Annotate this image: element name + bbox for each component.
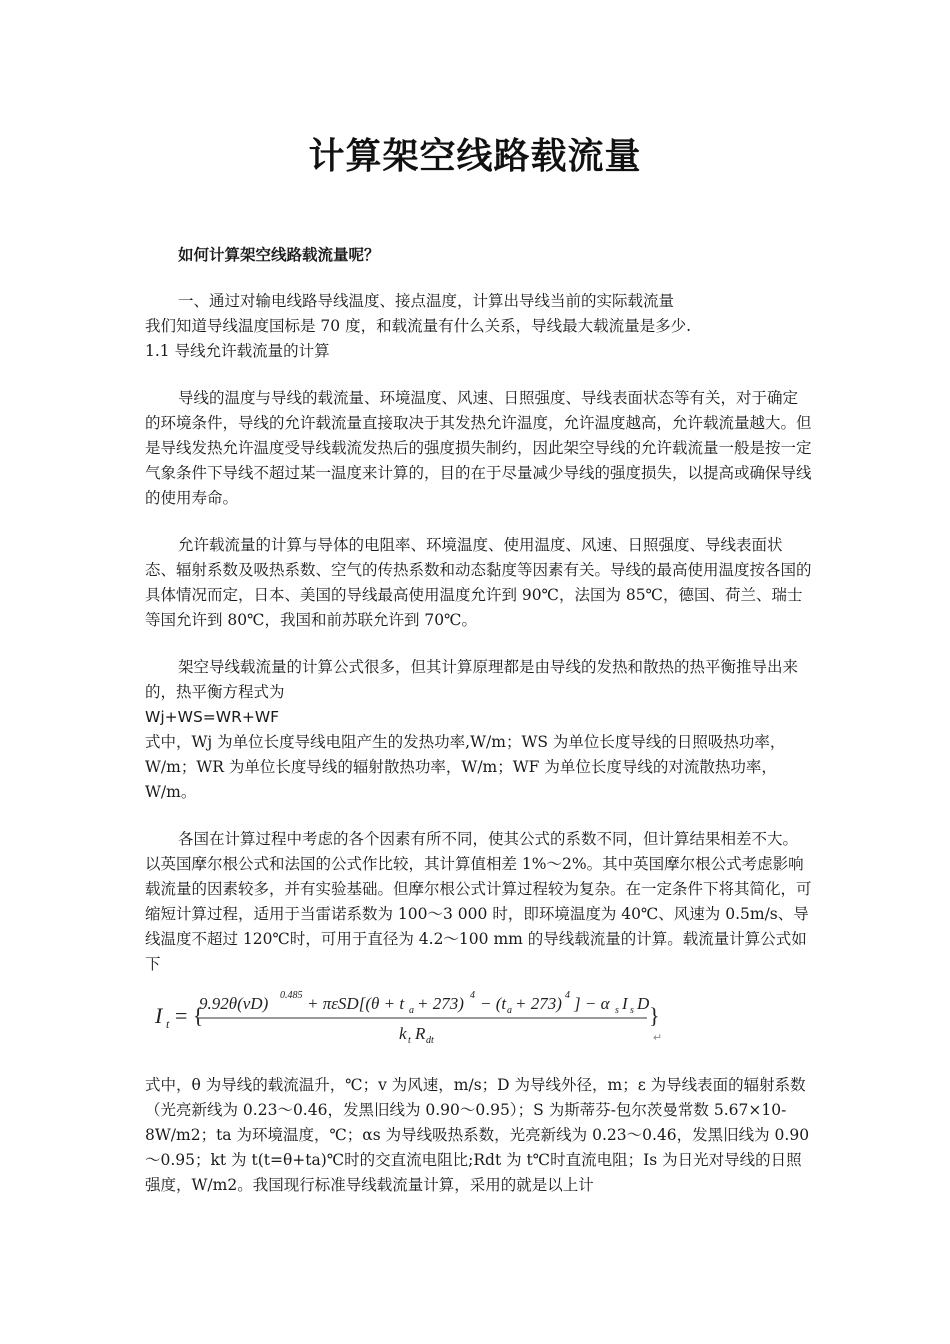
paragraph-1: 导线的温度与导线的载流量、环境温度、风速、日照强度、导线表面状态等有关，对于确定的环境条件，导线的允许载流量直接取决于其发热允许温度，允许温度越高，允许载流量越大。但是导线发热允许温度受导线载流发热后的强度损失制约，因此架空导线的允许载流量一般是按一定气象条件下导线不超过某一温度来计算的，目的在于尽量减少导线的强度损失，以提高或确保导线的使用寿命。 <box>145 389 812 507</box>
formula-sub-a: a <box>409 1005 414 1016</box>
paragraph-3: 架空导线载流量的计算公式很多，但其计算原理都是由导线的发热和散热的热平衡推导出来的，热平衡方程式为 <box>145 658 799 701</box>
section1-heading: 一、通过对输电线路导线温度、接点温度，计算出导线当前的实际载流量 <box>178 292 675 310</box>
paragraph-5: 式中，θ 为导线的载流温升，℃；v 为风速，m/s；D 为导线外径，m；ε 为导线表面的辐射系数（光亮新线为 0.23～0.46，发黑旧线为 0.90～0.95）；S 为斯蒂芬-包尔茨曼常数 5.67×10-8W/m2；ta 为环境温度，℃；αs 为导线吸热系数，光亮新线为 0.23～0.46，发黑旧线为 0.90～0.95；kt 为 t(t=θ+ta)℃时的交直流电阻比;Rdt 为 t℃时直流电阻；Is 为日光对导线的日照强度，W/m2。我国现行标准导线载流量计算，采用的就是以上计 <box>145 1076 810 1194</box>
formula-exp4-2: 4 <box>565 990 570 1001</box>
formula-part4: + 273) <box>515 994 562 1013</box>
paragraph-mark: ↵ <box>653 1032 663 1044</box>
spacer <box>145 511 813 533</box>
document-body <box>145 242 813 1198</box>
formula-part3: − (t <box>480 994 507 1013</box>
spacer <box>145 364 813 386</box>
formula-denominator2-sub: dt <box>426 1035 434 1046</box>
formula-close: } <box>649 1003 660 1028</box>
formula-image <box>147 985 667 1047</box>
formula-eq: = { <box>175 1003 204 1028</box>
formula-sub-s: s <box>615 1005 619 1016</box>
formula-sub-a-2: a <box>507 1005 512 1016</box>
spacer <box>145 633 813 655</box>
formula-sub-s-2: s <box>630 1005 634 1016</box>
formula-denominator: k <box>399 1024 407 1043</box>
paragraph-4: 各国在计算过程中考虑的各个因素有所不同，使其公式的系数不同，但计算结果相差不大。以英国摩尔根公式和法国的公式作比较，其计算值相差 1%～2%。其中英国摩尔根公式考虑影响载流量的因素较多，并有实验基础。但摩尔根公式计算过程较为复杂。在一定条件下将其简化，可缩短计算过程，适用于当雷诺系数为 100～3 000 时，即环境温度为 40℃、风速为 0.5m/s、导线温度不超过 120℃时，可用于直径为 4.2～100 mm 的导线载流量的计算。载流量计算公式如下 <box>145 830 812 973</box>
spacer <box>145 805 813 827</box>
formula-numerator-rest: + πεSD[(θ + t <box>307 994 405 1013</box>
question-heading: 如何计算架空线路载流量呢？ <box>178 245 380 264</box>
formula-exp4: 4 <box>470 990 475 1001</box>
formula-numerator: 9.92θ(vD) <box>199 994 269 1013</box>
formula-denominator2: R <box>415 1024 426 1043</box>
formula-part7: D <box>637 994 650 1013</box>
formula-part5: ] − α <box>574 994 610 1013</box>
paragraph-2: 允许载流量的计算与导体的电阻率、环境温度、使用温度、风速、日照强度、导线表面状态、辐射系数及吸热系数、空气的传热系数和动态黏度等因素有关。导线的最高使用温度按各国的具体情况而定，日本、美国的导线最高使用温度允许到 90℃，法国为 85℃，德国、荷兰、瑞士等国允许到 80℃，我国和前苏联允许到 70℃。 <box>145 536 812 629</box>
formula-numerator-exp: 0.485 <box>280 990 303 1001</box>
formula-lhs-sub: t <box>166 1017 170 1031</box>
ampacity-formula <box>147 985 667 1047</box>
formula-lhs: I <box>155 1003 163 1028</box>
document-title: 计算架空线路载流量 <box>308 136 642 177</box>
intro-line: 我们知道导线温度国标是 70 度，和载流量有什么关系，导线最大载流量是多少. <box>145 317 692 335</box>
formula-part2: + 273) <box>417 994 464 1013</box>
balance-equation: Wj+WS=WR+WF <box>145 708 280 726</box>
paragraph-3-explain: 式中，Wj 为单位长度导线电阻产生的发热功率,W/m；WS 为单位长度导线的日照吸热功率，W/m；WR 为单位长度导线的辐射散热功率，W/m；WF 为单位长度导线的对流散热功率，W/m。 <box>145 733 786 801</box>
subheading: 1.1 导线允许载流量的计算 <box>145 342 330 360</box>
formula-part6: I <box>622 994 628 1013</box>
formula-denominator-sub: t <box>408 1035 411 1046</box>
